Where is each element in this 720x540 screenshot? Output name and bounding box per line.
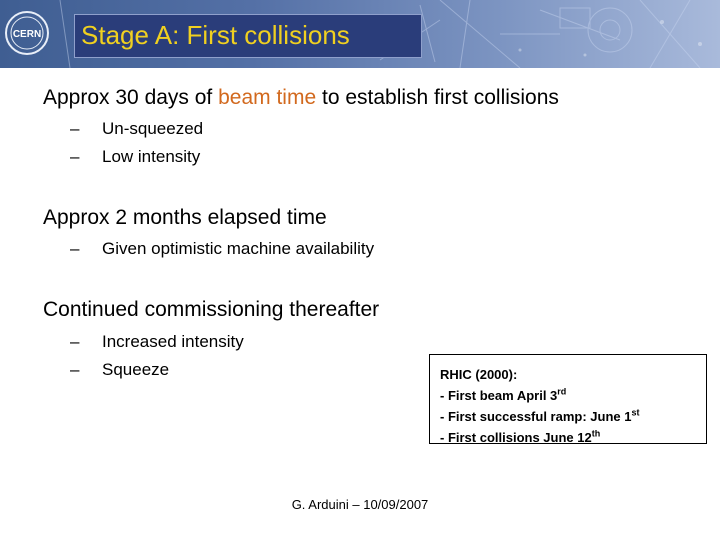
bullet-1-pre: Approx 30 days of <box>43 86 219 109</box>
rhic-line-3-text: - First collisions June 12 <box>440 430 592 445</box>
rhic-line-1-sup: rd <box>557 386 567 397</box>
rhic-line-2-sup: st <box>631 407 640 418</box>
dash-icon: – <box>70 239 80 258</box>
rhic-line-1 <box>440 385 706 406</box>
slide-title: Stage A: First collisions <box>81 20 350 50</box>
dash-icon: – <box>70 147 80 166</box>
dash-icon: – <box>70 119 80 138</box>
sub-bullet-text: Squeeze <box>102 360 170 379</box>
bullet-1-post: to establish first collisions <box>316 86 559 109</box>
rhic-line-3 <box>440 427 706 448</box>
bullet-1 <box>43 86 559 110</box>
dash-icon: – <box>70 360 80 379</box>
rhic-line-3-sup: th <box>591 428 601 439</box>
sub-bullet-1-2 <box>70 147 200 167</box>
sub-bullet-text: Given optimistic machine availability <box>102 239 375 258</box>
slide-footer <box>0 497 720 512</box>
bullet-3: Continued commissioning thereafter <box>43 298 380 321</box>
rhic-info-box <box>429 354 707 444</box>
sub-bullet-text: Increased intensity <box>102 332 244 351</box>
rhic-line-2-text: - First successful ramp: June 1 <box>440 409 632 424</box>
sub-bullet-3-1 <box>70 332 244 352</box>
bullet-2: Approx 2 months elapsed time <box>43 206 327 229</box>
sub-bullet-1-1 <box>70 119 203 139</box>
cern-logo <box>4 10 50 56</box>
bullet-1-highlight: beam time <box>218 86 317 109</box>
rhic-heading: RHIC (2000): <box>440 367 518 382</box>
sub-bullet-3-2 <box>70 360 169 380</box>
header-banner <box>0 0 720 68</box>
sub-bullet-text: Un-squeezed <box>102 119 204 138</box>
title-box <box>74 14 422 58</box>
sub-bullet-2-1 <box>70 239 374 259</box>
dash-icon: – <box>70 332 80 351</box>
footer-text: G. Arduini – 10/09/2007 <box>291 497 429 512</box>
sub-bullet-text: Low intensity <box>102 147 201 166</box>
rhic-line-1-text: - First beam April 3 <box>440 388 558 403</box>
cern-logo-text: CERN <box>12 29 42 40</box>
rhic-line-2 <box>440 406 706 427</box>
